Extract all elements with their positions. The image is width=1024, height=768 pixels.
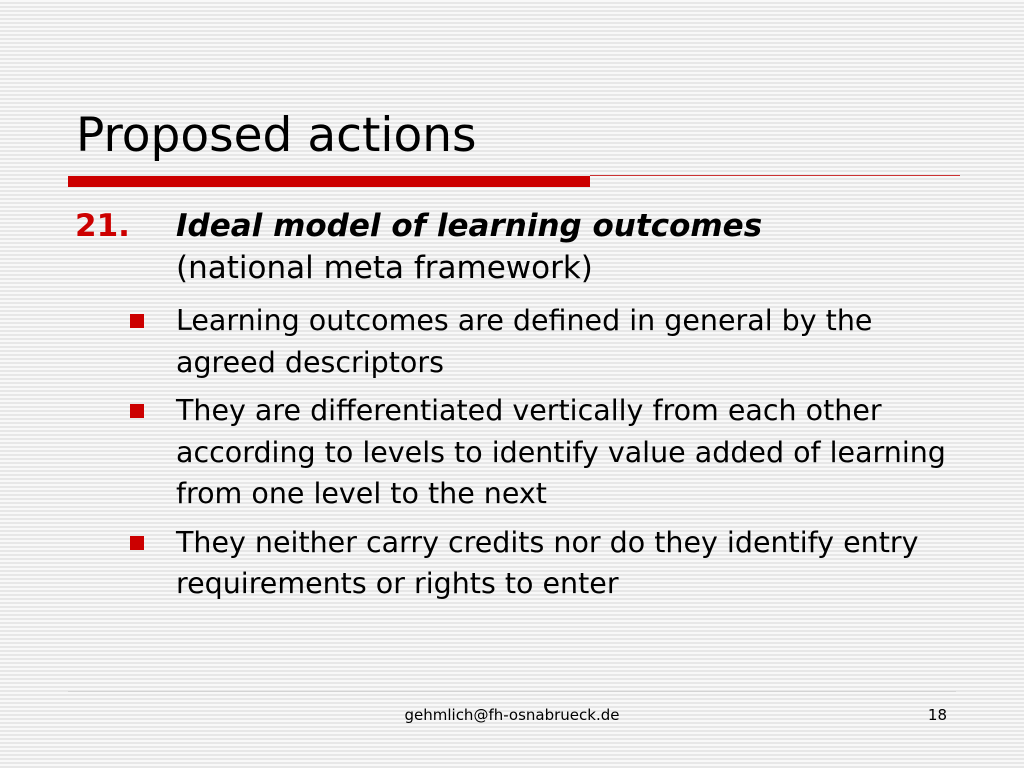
bullet-item <box>130 390 960 515</box>
bullet-item <box>130 300 960 383</box>
item-number: 21. <box>75 208 130 244</box>
bullet-list <box>130 300 960 612</box>
footer-divider <box>68 691 956 692</box>
item-subtitle: (national meta framework) <box>176 250 593 286</box>
item-title: Ideal model of learning outcomes <box>176 208 763 244</box>
footer-email: gehmlich@fh-osnabrueck.de <box>404 706 620 724</box>
title-underline-rule <box>590 175 960 176</box>
square-bullet-icon <box>130 404 144 418</box>
bullet-item <box>130 522 960 605</box>
slide-title: Proposed actions <box>76 108 477 163</box>
bullet-text: Learning outcomes are defined in general by the agreed descriptors <box>176 304 873 379</box>
page-number: 18 <box>927 706 947 724</box>
bullet-text: They are differentiated vertically from each other according to levels to identify value added of learning from one level to the next <box>176 394 946 510</box>
title-underline-bar <box>68 176 590 187</box>
square-bullet-icon <box>130 314 144 328</box>
bullet-text: They neither carry credits nor do they identify entry requirements or rights to enter <box>176 525 919 600</box>
square-bullet-icon <box>130 536 144 550</box>
